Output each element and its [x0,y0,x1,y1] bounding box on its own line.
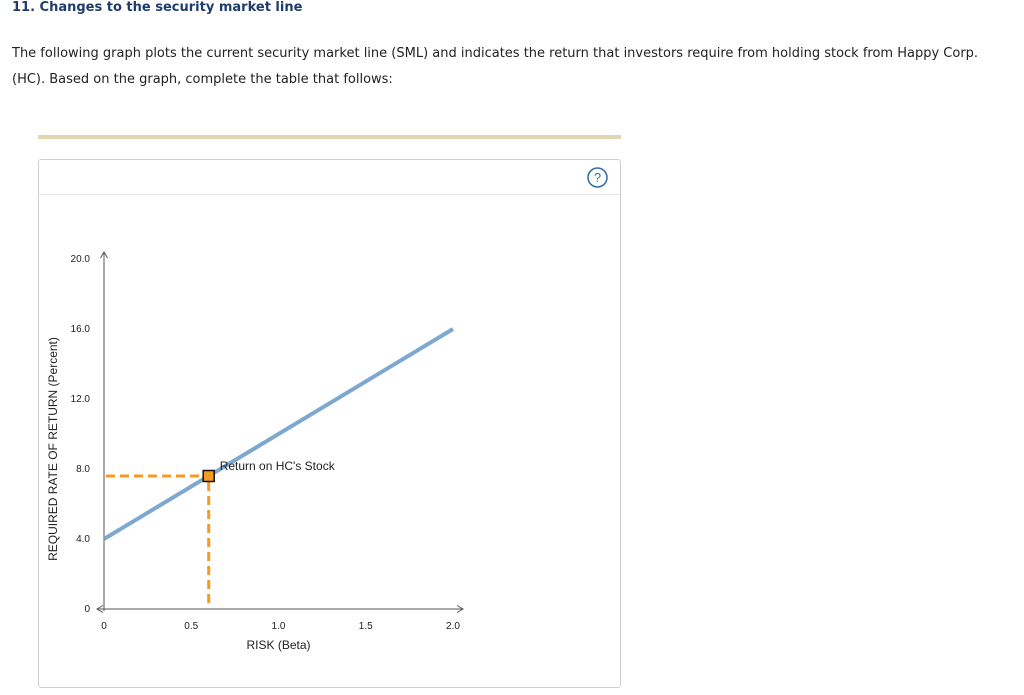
hc-stock-point-label: Return on HC's Stock [219,459,335,473]
x-tick-label: 0 [101,621,107,632]
divider-bar [38,135,621,139]
question-text: The following graph plots the current security market line (SML) and indicates the return that investors require from holding stock from Happy Corp. (HC). Based on the graph, complete the table that follows: [12,46,979,87]
x-tick-label: 1.5 [358,621,373,632]
x-tick-label: 0.5 [184,621,199,632]
x-tick-label: 2.0 [446,621,460,632]
x-axis-title: RISK (Beta) [246,638,311,652]
y-tick-label: 12.0 [70,394,90,405]
help-icon-label: ? [593,170,602,185]
hc-stock-point[interactable] [203,471,214,482]
y-axis-title: REQUIRED RATE OF RETURN (Percent) [46,337,60,561]
y-tick-label: 4.0 [76,534,90,545]
question-title: 11. Changes to the security market line [12,0,303,15]
y-tick-label: 8.0 [76,464,90,475]
graph-panel [38,159,621,688]
y-tick-label: 16.0 [70,324,90,335]
y-tick-label: 0 [84,604,90,615]
sml-chart[interactable] [39,160,620,687]
sml-line [104,329,453,539]
x-tick-label: 1.0 [271,621,286,632]
y-tick-label: 20.0 [70,254,90,265]
